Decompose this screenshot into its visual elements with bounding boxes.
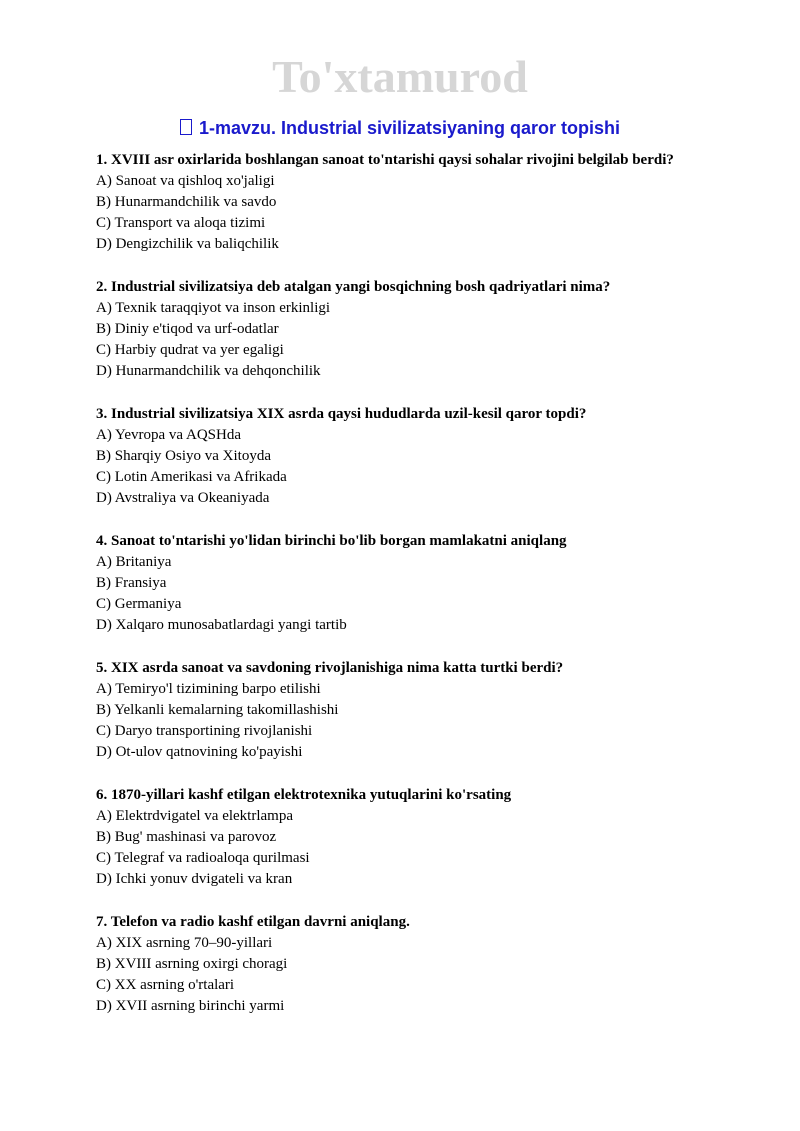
question-item <box>96 912 686 1017</box>
answer-option: A) Yevropa va AQSHda <box>96 427 241 443</box>
answer-option: C) Telegraf va radioaloqa qurilmasi <box>96 850 310 866</box>
question-item <box>96 150 686 255</box>
answer-option: C) XX asrning o'rtalari <box>96 977 235 993</box>
question-item <box>96 785 686 890</box>
answer-option: A) Sanoat va qishloq xo'jaligi <box>96 173 275 189</box>
question-text: 4. Sanoat to'ntarishi yo'lidan birinchi bo'lib borgan mamlakatni aniqlang <box>96 533 567 549</box>
answer-option: D) XVII asrning birinchi yarmi <box>96 998 285 1014</box>
question-text: 6. 1870-yillari kashf etilgan elektrotexnika yutuqlarini ko'rsating <box>96 787 512 803</box>
missing-glyph-box-icon <box>180 119 192 135</box>
topic-title: 1-mavzu. Industrial sivilizatsiyaning qaror topishi <box>198 118 621 138</box>
answer-option: D) Avstraliya va Okeaniyada <box>96 490 270 506</box>
question-item <box>96 404 686 509</box>
answer-option: B) Sharqiy Osiyo va Xitoyda <box>96 448 271 464</box>
watermark: To'xtamurod <box>272 51 528 102</box>
answer-option: C) Germaniya <box>96 596 182 612</box>
answer-option: A) XIX asrning 70–90-yillari <box>96 935 273 951</box>
answer-option: C) Transport va aloqa tizimi <box>96 215 266 231</box>
question-text: 2. Industrial sivilizatsiya deb atalgan yangi bosqichning bosh qadriyatlari nima? <box>96 279 611 295</box>
answer-option: C) Lotin Amerikasi va Afrikada <box>96 469 287 485</box>
question-text: 7. Telefon va radio kashf etilgan davrni aniqlang. <box>96 914 410 930</box>
answer-option: B) XVIII asrning oxirgi choragi <box>96 956 288 972</box>
answer-option: B) Fransiya <box>96 575 167 591</box>
question-item <box>96 531 686 636</box>
answer-option: D) Hunarmandchilik va dehqonchilik <box>96 363 321 379</box>
answer-option: A) Temiryo'l tizimining barpo etilishi <box>96 681 321 697</box>
answer-option: B) Hunarmandchilik va savdo <box>96 194 277 210</box>
answer-option: D) Xalqaro munosabatlardagi yangi tartib <box>96 617 347 633</box>
answer-option: B) Bug' mashinasi va parovoz <box>96 829 277 845</box>
question-item <box>96 277 686 382</box>
answer-option: D) Ichki yonuv dvigateli va kran <box>96 871 293 887</box>
answer-option: D) Ot-ulov qatnovining ko'payishi <box>96 744 303 760</box>
answer-option: B) Diniy e'tiqod va urf-odatlar <box>96 321 279 337</box>
answer-option: B) Yelkanli kemalarning takomillashishi <box>96 702 339 718</box>
question-text: 3. Industrial sivilizatsiya XIX asrda qaysi hududlarda uzil-kesil qaror topdi? <box>96 406 587 422</box>
question-item <box>96 658 686 763</box>
answer-option: D) Dengizchilik va baliqchilik <box>96 236 279 252</box>
topic-heading <box>0 116 800 140</box>
question-text: 5. XIX asrda sanoat va savdoning rivojlanishiga nima katta turtki berdi? <box>96 660 564 676</box>
answer-option: A) Britaniya <box>96 554 172 570</box>
answer-option: A) Texnik taraqqiyot va inson erkinligi <box>96 300 331 316</box>
answer-option: C) Harbiy qudrat va yer egaligi <box>96 342 284 358</box>
question-text: 1. XVIII asr oxirlarida boshlangan sanoat to'ntarishi qaysi sohalar rivojini belgilab berdi? <box>96 152 674 168</box>
question-list <box>96 150 686 1039</box>
answer-option: A) Elektrdvigatel va elektrlampa <box>96 808 293 824</box>
answer-option: C) Daryo transportining rivojlanishi <box>96 723 313 739</box>
